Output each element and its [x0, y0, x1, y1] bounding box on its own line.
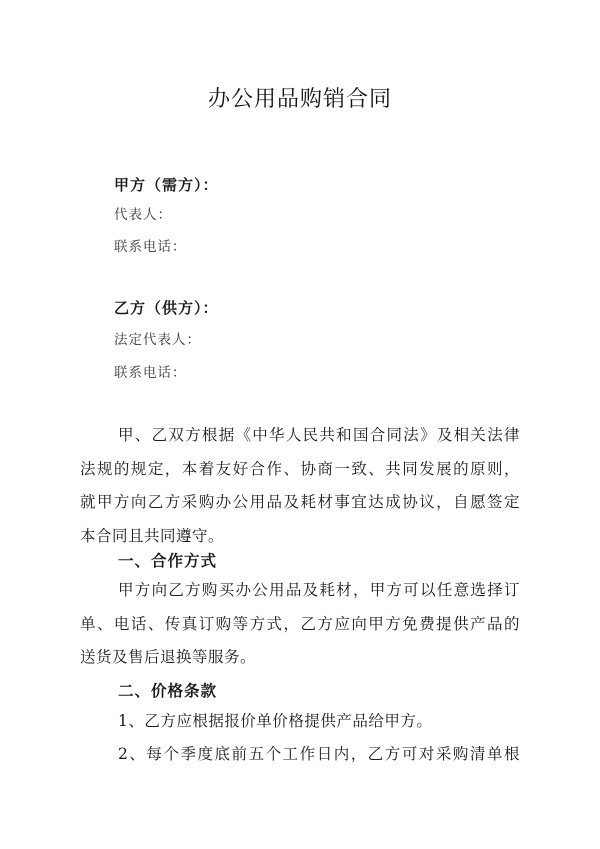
section1-line: 单、电话、传真订购等方式，乙方应向甲方免费提供产品的 — [80, 614, 520, 633]
party-b-heading: 乙方（供方）： — [114, 299, 219, 317]
preamble-line: 就甲方向乙方采购办公用品及耗材事宜达成协议，自愿签定 — [80, 493, 520, 511]
section-heading-price: 二、价格条款 — [118, 681, 218, 700]
preamble-line: 甲、乙双方根据《中华人民共和国合同法》及相关法律 — [118, 426, 520, 444]
party-a-phone-label: 联系电话： — [114, 239, 187, 255]
party-b-legal-representative-label: 法定代表人： — [114, 332, 201, 348]
section1-line: 甲方向乙方购买办公用品及耗材，甲方可以任意选择订 — [118, 581, 520, 599]
page-title: 办公用品购销合同 — [207, 87, 392, 112]
price-clause-item-2: 2、每个季度底前五个工作日内，乙方可对采购清单根 — [118, 745, 520, 763]
section1-line: 送货及售后退换等服务。 — [80, 648, 257, 666]
section1-paragraph — [80, 574, 520, 675]
party-a-representative-label: 代表人： — [114, 207, 172, 223]
preamble-paragraph — [80, 419, 520, 553]
section-heading-cooperation: 一、合作方式 — [118, 551, 218, 570]
price-clause-item-1: 1、乙方应根据报价单价格提供产品给甲方。 — [118, 712, 433, 730]
party-a-heading: 甲方（需方）： — [114, 176, 219, 194]
preamble-line: 法规的规定，本着友好合作、协商一致、共同发展的原则， — [80, 459, 520, 478]
preamble-line: 本合同且共同遵守。 — [80, 526, 225, 545]
party-b-phone-label: 联系电话： — [114, 365, 187, 381]
